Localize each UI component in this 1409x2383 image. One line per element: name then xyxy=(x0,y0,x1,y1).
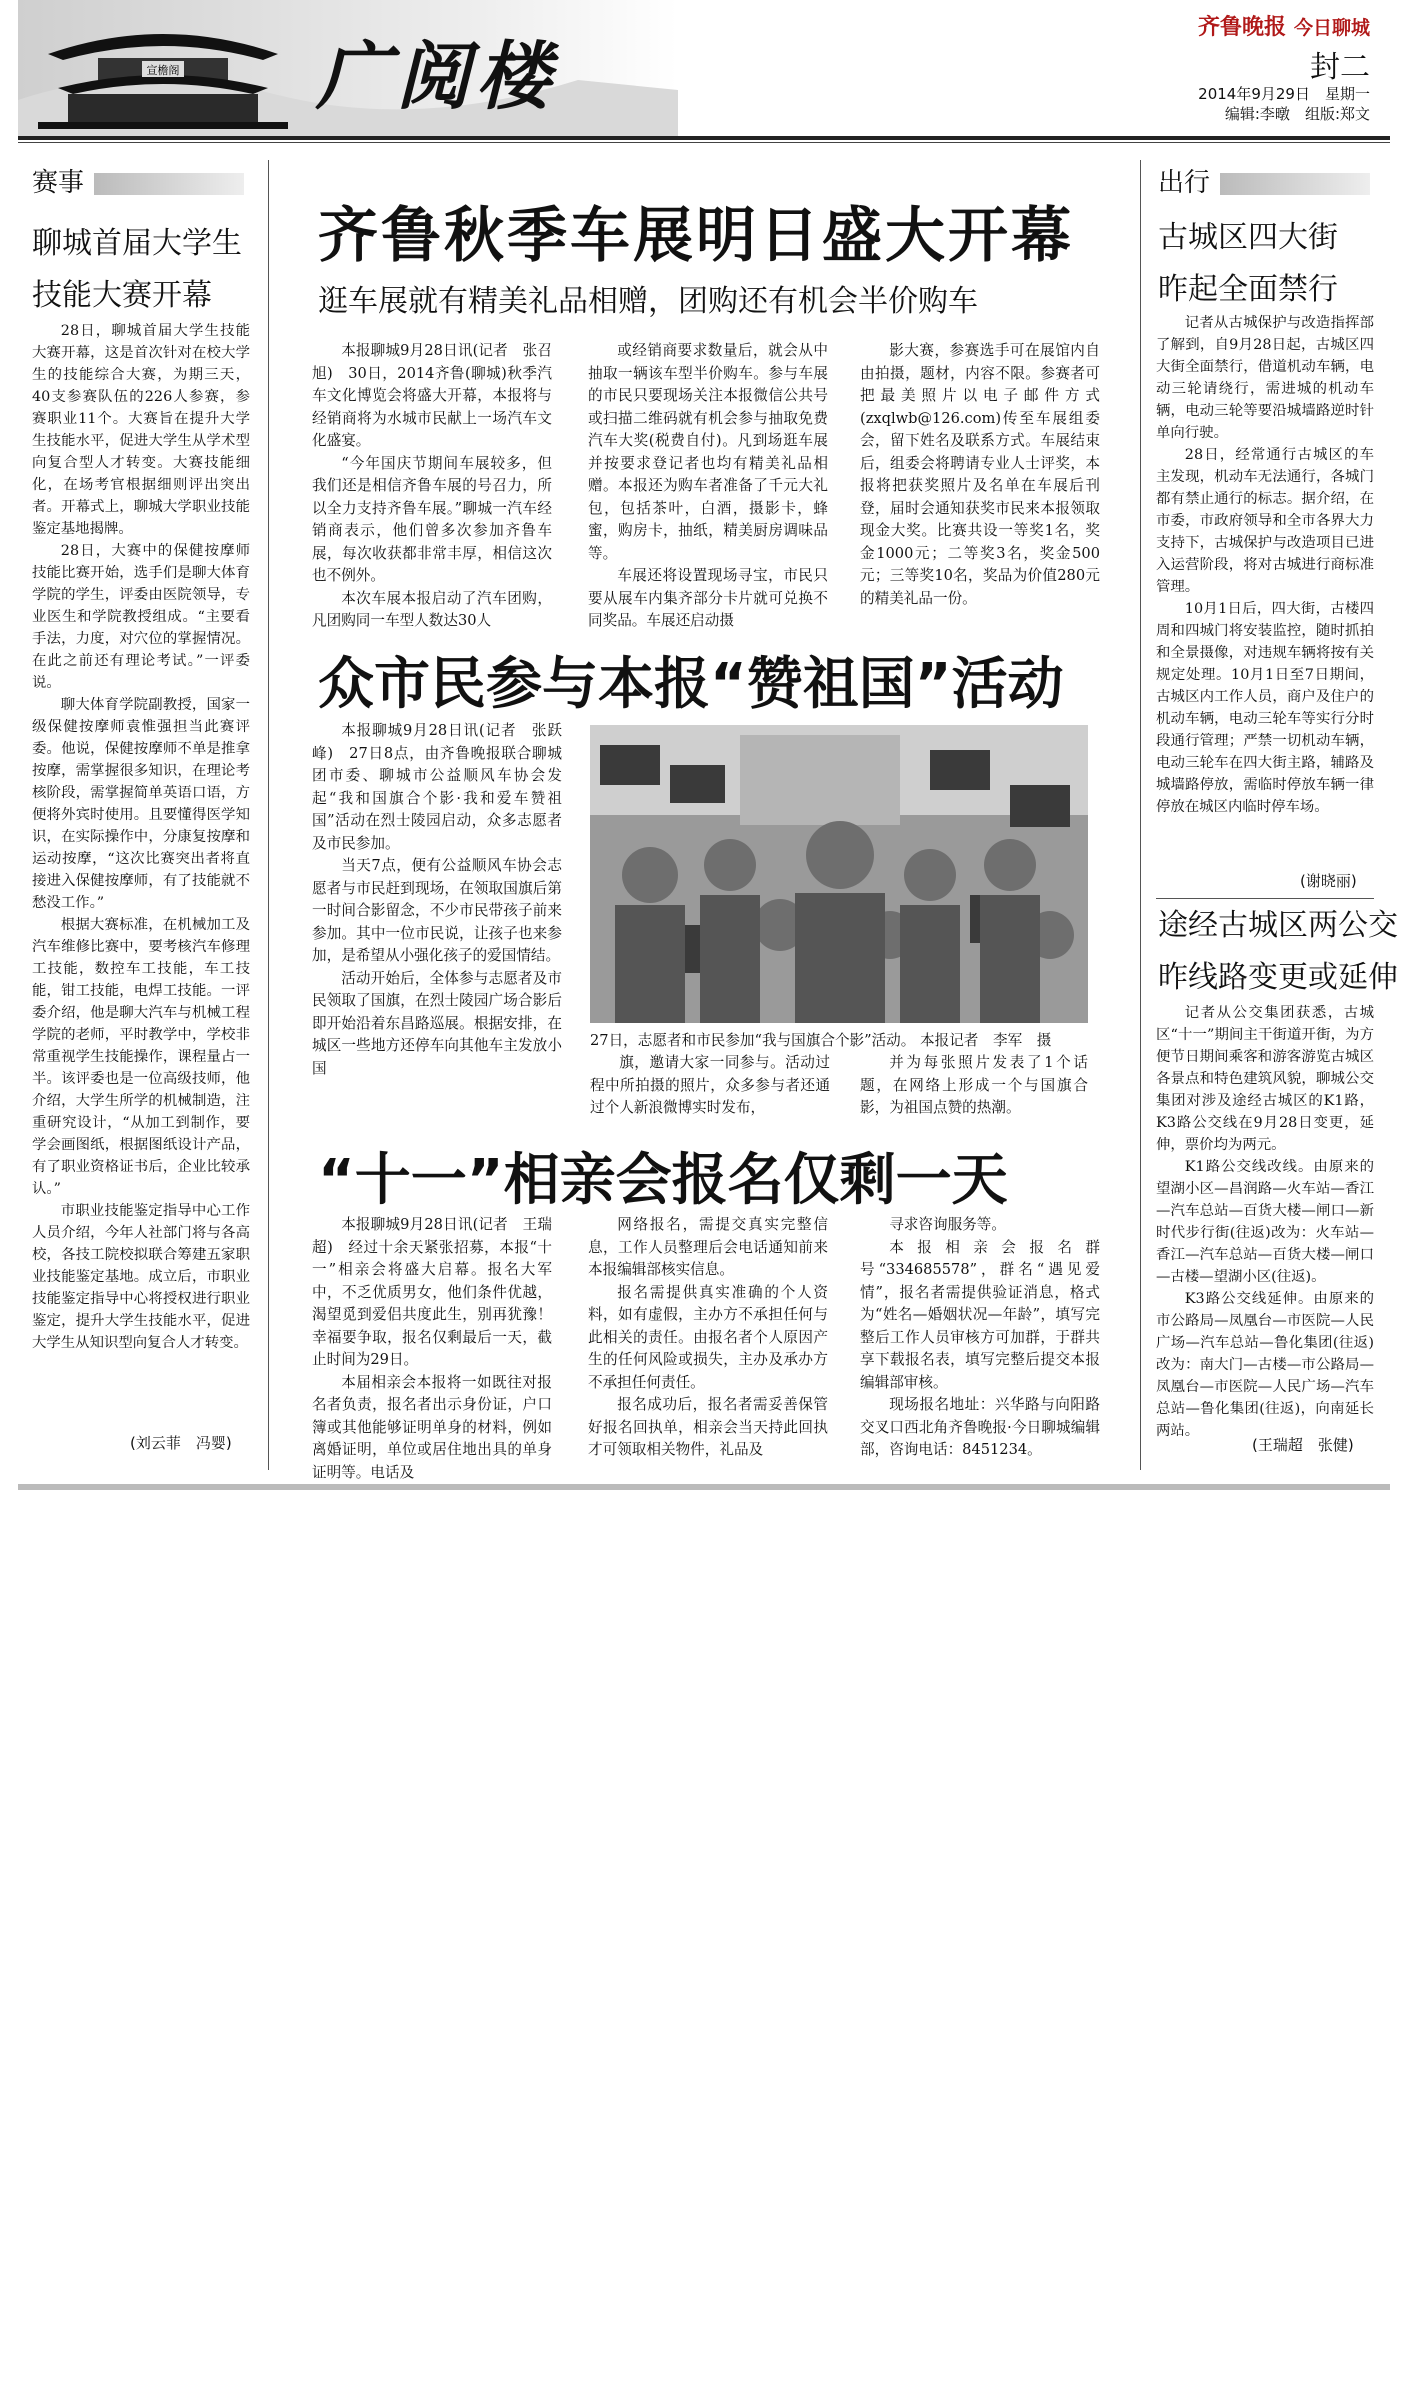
section-bar xyxy=(94,173,244,195)
section-label-text: 赛事 xyxy=(32,168,85,198)
masthead xyxy=(18,0,1390,138)
title-line: 昨起全面禁行 xyxy=(1158,272,1338,307)
article3-col2 xyxy=(588,1214,828,1462)
right-story1-body xyxy=(1156,312,1374,818)
paragraph: K3路公交线延伸。由原来的市公路局—凤凰台—市医院—人民广场—汽车总站—鲁化集团(往返)改为：南大门—古楼—市公路局—凤凰台—市医院—人民广场—汽车总站—鲁化集团(往返)，向南延长两站。 xyxy=(1156,1291,1374,1439)
layout-editor: 组版:郑文 xyxy=(1304,105,1370,123)
right-story1-credit: (谢晓丽) xyxy=(1300,872,1357,890)
article3-col3 xyxy=(860,1214,1100,1462)
column-name: 广阅楼 xyxy=(316,34,556,120)
paragraph: 报名需提供真实准确的个人资料，如有虚假，主办方不承担任何与此相关的责任。由报名者个人原因产生的任何风险或损失，主办及承办方不承担任何责任。 xyxy=(588,1283,828,1391)
paragraph: 活动开始后，全体参与志愿者及市民领取了国旗，在烈士陵园广场合影后即开始沿着东昌路巡展。根据安排，在城区一些地方还停车向其他车主发放小国 xyxy=(312,969,562,1077)
article1-col1 xyxy=(312,340,552,633)
article2-headline: 众市民参与本报“赞祖国”活动 xyxy=(318,652,1064,717)
paragraph: 10月1日后，四大街，古楼四周和四城门将安装监控，随时抓拍和全景摄像，对违规车辆将按有关规定处理。10月1日至7日期间，古城区内工作人员，商户及住户的机动车辆，电动三轮车等实行分时段通行管理；严禁一切机动车辆，电动三轮车在四大街主路，辅路及城墙路停放，需临时停放车辆一律停放在城区内临时停车场。 xyxy=(1156,601,1374,815)
left-story-title xyxy=(32,218,242,322)
title-line: 昨线路变更或延伸 xyxy=(1158,960,1398,995)
date: 2014年9月29日 xyxy=(1198,85,1310,103)
paragraph: 寻求咨询服务等。 xyxy=(889,1216,1006,1233)
article1-col2 xyxy=(588,340,828,633)
article1-col3 xyxy=(860,340,1100,610)
paragraph: 本报聊城9月28日讯(记者 张召旭) 30日，2014齐鲁(聊城)秋季汽车文化博览会将盛大开幕，本报将与经销商将为水城市民献上一场汽车文化盛宴。 xyxy=(312,342,552,449)
article1-subhead: 逛车展就有精美礼品相赠，团购还有机会半价购车 xyxy=(318,284,978,319)
brand-line xyxy=(1198,10,1370,41)
article2-photo xyxy=(590,725,1088,1023)
paragraph: 当天7点，便有公益顺风车协会志愿者与市民赶到现场，在领取国旗后第一时间合影留念，不少市民带孩子前来参加。其中一位市民说，让孩子也来参加，是希望从小强化孩子的爱国情结。 xyxy=(312,857,562,964)
paragraph: K1路公交线改线。由原来的望湖小区—昌润路—火车站—香江—汽车总站—百货大楼—闸口—新时代步行街(往返)改为：火车站—香江—汽车总站—百货大楼—闸口—古楼—望湖小区(往返)。 xyxy=(1156,1159,1374,1285)
paragraph: 28日，大赛中的保健按摩师技能比赛开始，选手们是聊大体育学院的学生，评委由医院领导，专业医生和学院教授组成。“主要看手法，力度，对穴位的掌握情况。在此之前还有理论考试。”一评委说。 xyxy=(32,543,250,691)
paragraph: 报名成功后，报名者需妥善保管好报名回执单，相亲会当天持此回执才可领取相关物件，礼品及 xyxy=(588,1396,828,1458)
column-divider xyxy=(268,160,269,1470)
paragraph: 本报聊城9月28日讯(记者 王瑞超) 经过十余天紧张招募，本报“十一”相亲会将盛大启幕。报名大军中，不乏优质男女，他们条件优越，渴望觅到爱侣共度此生，别再犹豫！幸福要争取，报名仅剩最后一天，截止时间为29日。 xyxy=(312,1216,552,1368)
paragraph: 市职业技能鉴定指导中心工作人员介绍，今年人社部门将与各高校，各技工院校拟联合筹建五家职业技能鉴定基地。成立后，市职业技能鉴定指导中心将授权进行职业鉴定，提升大学生技能水平，促进大学生从知识型向复合人才转变。 xyxy=(32,1203,250,1351)
paragraph: 车展还将设置现场寻宝，市民只要从展车内集齐部分卡片就可兑换不同奖品。车展还启动摄 xyxy=(588,567,828,629)
paragraph: 现场报名地址：兴华路与向阳路交叉口西北角齐鲁晚报·今日聊城编辑部，咨询电话：8451234。 xyxy=(860,1396,1100,1458)
right-story1-title xyxy=(1158,212,1338,316)
title-line: 途经古城区两公交 xyxy=(1158,908,1398,943)
left-credit: (刘云菲 冯婴) xyxy=(130,1434,232,1452)
paragraph: 本届相亲会本报将一如既往对报名者负责，报名者出示身份证，户口簿或其他能够证明单身的材料，例如离婚证明，单位或居住地出具的单身证明等。电话及 xyxy=(312,1373,552,1481)
paragraph: 并为每张照片发表了1个话题，在网络上形成一个与国旗合影，为祖国点赞的热潮。 xyxy=(860,1054,1088,1116)
story-divider xyxy=(1156,898,1374,899)
paragraph: 记者从古城保护与改造指挥部了解到，自9月28日起，古城区四大街全面禁行，借道机动车辆，电动三轮请绕行，需进城的机动车辆，电动三轮等要沿城墙路逆时针单向行驶。 xyxy=(1156,315,1374,441)
article3-col1 xyxy=(312,1214,552,1484)
paragraph: 网络报名，需提交真实完整信息，工作人员整理后会电话通知前来本报编辑部核实信息。 xyxy=(588,1216,828,1278)
date-line xyxy=(1198,83,1370,104)
left-story-body xyxy=(32,320,250,1354)
brand-sub: 今日聊城 xyxy=(1293,17,1370,39)
bottom-rule xyxy=(18,1484,1390,1490)
title-line: 古城区四大街 xyxy=(1158,220,1338,255)
article1-headline: 齐鲁秋季车展明日盛大开幕 xyxy=(318,201,1074,271)
section-label-text: 出行 xyxy=(1158,168,1211,198)
section-label-left xyxy=(32,162,244,198)
title-line: 聊城首届大学生 xyxy=(32,226,242,261)
paragraph: 本报聊城9月28日讯(记者 张跃峰) 27日8点，由齐鲁晚报联合聊城团市委、聊城市公益顺风车协会发起“我和国旗合个影·我和爱车赞祖国”活动在烈士陵园启动，众多志愿者及市民参加。 xyxy=(312,722,562,852)
paragraph: “今年国庆节期间车展较多，但我们还是相信齐鲁车展的号召力，所以全力支持齐鲁车展。”聊城一汽车经销商表示，他们曾多次参加齐鲁车展，每次收获都非常丰厚，相信这次也不例外。 xyxy=(312,454,552,584)
section-label-right xyxy=(1158,162,1370,198)
article3-headline: “十一”相亲会报名仅剩一天 xyxy=(318,1148,1008,1213)
masthead-rule xyxy=(18,136,1390,140)
article2-col3 xyxy=(860,1052,1088,1120)
paragraph: 28日，聊城首届大学生技能大赛开幕，这是首次针对在校大学生的技能综合大赛，为期三天，40支参赛队伍的226人参赛，参赛职业11个。大赛旨在提升大学生技能水平，促进大学生从学术型向复合型人才转变。大赛技能细化，在场考官根据细则评出突出者。开幕式上，聊城大学职业技能鉴定基地揭牌。 xyxy=(32,323,250,537)
paragraph: 本次车展本报启动了汽车团购，凡团购同一车型人数达30人 xyxy=(312,589,552,629)
svg-text:宣檐阁: 宣檐阁 xyxy=(146,64,180,77)
paragraph: 旗，邀请大家一同参与。活动过程中所拍摄的照片，众多参与者还通过个人新浪微博实时发布， xyxy=(590,1054,830,1116)
right-story2-body xyxy=(1156,1002,1374,1442)
brand-name: 齐鲁晚报 xyxy=(1197,15,1286,40)
weekday: 星期一 xyxy=(1324,85,1370,103)
paragraph: 或经销商要求数量后，就会从中抽取一辆该车型半价购车。参与车展的市民只要现场关注本报微信公共号或扫描二维码就有机会参与抽取免费汽车大奖(税费自付)。凡到场逛车展并按要求登记者也均有精美礼品相赠。本报还为购车者准备了千元大礼包，包括茶叶，白酒，摄影卡，蜂蜜，购房卡，抽纸，精美厨房调味品等。 xyxy=(588,342,828,562)
title-line: 技能大赛开幕 xyxy=(32,278,212,313)
editor-line xyxy=(1225,103,1370,124)
editor: 编辑:李暾 xyxy=(1224,105,1290,123)
right-story2-credit: (王瑞超 张健) xyxy=(1252,1436,1354,1454)
article2-col2 xyxy=(590,1052,830,1120)
article2-photo-caption: 27日，志愿者和市民参加“我与国旗合个影”活动。 本报记者 李军 摄 xyxy=(590,1032,1052,1049)
article2-col1 xyxy=(312,720,562,1080)
paragraph: 聊大体育学院副教授，国家一级保健按摩师袁惟强担当此赛评委。他说，保健按摩师不单是推拿按摩，需掌握很多知识，在理论考核阶段，需掌握简单英语口语，方便将外宾时使用。且要懂得医学知识，在实际操作中，分康复按摩和运动按摩，“这次比赛突出者将直接进入保健按摩师，有了技能就不愁没工作。” xyxy=(32,697,250,911)
masthead-rule-thin xyxy=(18,142,1390,143)
paragraph: 28日，经常通行古城区的车主发现，机动车无法通行，各城门都有禁止通行的标志。据介绍，在市委，市政府领导和全市各界大力支持下，古城保护与改造项目已进入运营阶段，将对古城进行商标准管理。 xyxy=(1156,447,1374,595)
paragraph: 记者从公交集团获悉，古城区“十一”期间主干街道开街，为方便节日期间乘客和游客游览古城区各景点和特色建筑风貌，聊城公交集团对涉及途经古城区的K1路，K3路公交线在9月28日变更，延伸，票价均为两元。 xyxy=(1156,1005,1374,1153)
section-bar xyxy=(1220,173,1370,195)
column-divider xyxy=(1140,160,1141,1470)
paragraph: 影大赛，参赛选手可在展馆内自由拍摄，题材，内容不限。参赛者可把最美照片以电子邮件方式(zxqlwb@126.com)传至车展组委会，留下姓名及联系方式。车展结束后，组委会将聘请专业人士评奖，本报将把获奖照片及名单在车展后刊登，届时会通知获奖市民来本报领取现金大奖。比赛共设一等奖1名，奖金1000元；二等奖3名，奖金500元；三等奖10名，奖品为价值280元的精美礼品一份。 xyxy=(860,342,1100,607)
page-id: 封二 xyxy=(1310,50,1370,85)
pavilion-icon xyxy=(38,14,288,129)
paragraph: 根据大赛标准，在机械加工及汽车维修比赛中，要考核汽车修理工技能，数控车工技能，车工技能，钳工技能，电焊工技能。一评委介绍，他是聊大汽车与机械工程学院的老师，平时教学中，学校非常重视学生技能操作，课程量占一半。该评委也是一位高级技师，他介绍，大学生所学的机械制造，注重研究设计，“从加工到制作，要学会画图纸，根据图纸设计产品，有了职业资格证书后，企业比较承认。” xyxy=(32,917,250,1197)
paragraph: 本报相亲会报名群号“334685578”，群名“遇见爱情”，报名者需提供验证消息，格式为“姓名—婚姻状况—年龄”，填写完整后工作人员审核方可加群，于群共享下载报名表，填写完整后提交本报编辑部审核。 xyxy=(860,1238,1100,1391)
right-story2-title xyxy=(1158,900,1398,1004)
